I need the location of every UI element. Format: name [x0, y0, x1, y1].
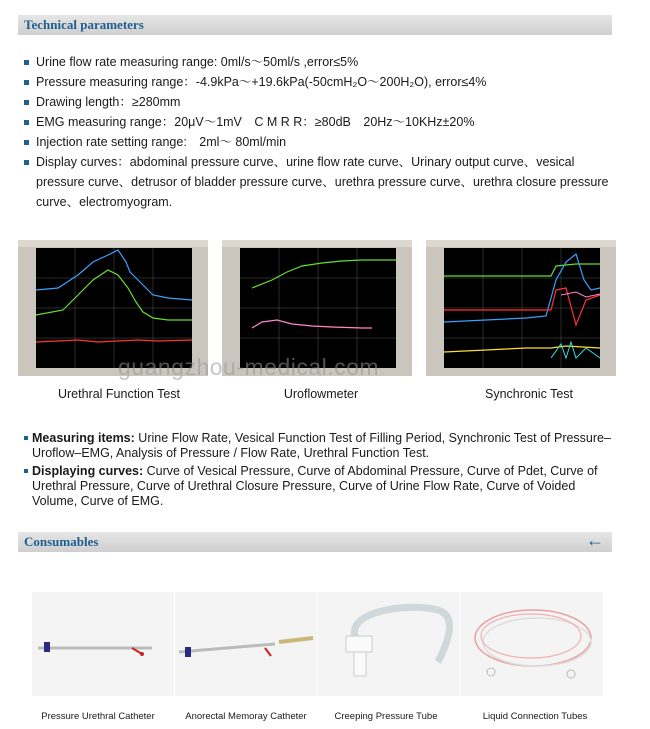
tube-icon: [461, 592, 603, 696]
synchronic-test-curves: [426, 240, 616, 376]
product-caption: Creeping Pressure Tube: [334, 711, 438, 722]
param-text: Pressure measuring range：-4.9kPa～+19.6kPa(-50cmH₂O～200H₂O), error≤4%: [36, 75, 487, 89]
param-text: EMG measuring range：20μV～1mV C M R R：≥80dB 20Hz～10KHz±20%: [36, 115, 475, 129]
param-item: [24, 132, 614, 152]
chart-caption: Urethral Function Test: [57, 387, 181, 401]
displaying-curves: [24, 464, 614, 509]
param-item: [24, 72, 614, 92]
consumables-title: Consumables: [24, 534, 99, 549]
displaying-label: Displaying curves:: [32, 464, 144, 478]
product-caption: Pressure Urethral Catheter: [41, 711, 155, 722]
measuring-items: [24, 431, 614, 461]
chart-caption: Synchronic Test: [484, 387, 573, 401]
param-text: Drawing length：≥280mm: [36, 95, 181, 109]
chart-caption: Uroflowmeter: [283, 387, 359, 401]
param-text: Injection rate setting range: 2ml～ 80ml/min: [36, 135, 287, 149]
bullet-icon: [24, 120, 29, 125]
back-arrow-icon[interactable]: ←: [586, 530, 604, 550]
items-list: [24, 431, 614, 512]
product-caption: Liquid Connection Tubes: [482, 711, 588, 722]
param-item: [24, 92, 614, 112]
bullet-icon: [24, 80, 29, 85]
measuring-label: Measuring items:: [32, 431, 135, 445]
parameters-list: [24, 52, 614, 212]
param-item: [24, 112, 614, 132]
synchronic-test-chart: [426, 240, 616, 376]
consumables-gallery: [18, 578, 614, 698]
technical-parameters-title: Technical parameters: [24, 17, 144, 32]
bullet-icon: [24, 436, 28, 440]
bullet-icon: [24, 469, 28, 473]
bullet-icon: [24, 140, 29, 145]
creeping-pressure-tube-image: [318, 592, 460, 696]
param-item: [24, 152, 614, 212]
param-text: Display curves：abdominal pressure curve、urine flow rate curve、Urinary output curve、vesical pressure curve、detrusor of bladder pressure curve、urethra pressure curve、urethra closure pressure curve、electromyogram.: [36, 155, 609, 209]
bullet-icon: [24, 160, 29, 165]
liquid-connection-tubes-image: [461, 592, 603, 696]
catheter-icon: [175, 592, 317, 696]
catheter-icon: [32, 592, 174, 696]
displaying-text: Curve of Vesical Pressure, Curve of Abdominal Pressure, Curve of Pdet, Curve of Urethral Pressure, Curve of Urethral Closure Pressure, Curve of Urine Flow Rate, Curve of Voided Volume, Curve of EMG.: [32, 464, 598, 508]
param-text: Urine flow rate measuring range: 0ml/s～50ml/s ,error≤5%: [36, 55, 359, 69]
bullet-icon: [24, 60, 29, 65]
tube-icon: [318, 592, 460, 696]
technical-parameters-header: [18, 15, 612, 35]
consumables-header: [18, 532, 612, 552]
product-caption: Anorectal Memoray Catheter: [185, 711, 307, 722]
bullet-icon: [24, 100, 29, 105]
param-item: [24, 52, 614, 72]
anorectal-catheter-image: [175, 592, 317, 696]
watermark-text: guangzhou-medical.com: [118, 354, 380, 380]
pressure-catheter-image: [32, 592, 174, 696]
measuring-text: Urine Flow Rate, Vesical Function Test of Filling Period, Synchronic Test of Pressure–Uroflow–EMG, Analysis of Pressure / Flow Rate, Urethral Function Test.: [32, 431, 611, 460]
